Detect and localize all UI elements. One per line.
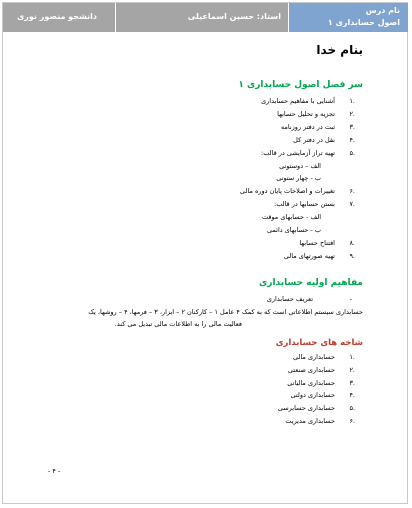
branch-item-number: ۵. <box>349 404 355 413</box>
branch-item-label: حسابداری مالیاتی <box>287 378 335 387</box>
syllabus-item-number: ۶. <box>349 187 355 196</box>
header-student-cell <box>3 3 115 32</box>
branch-item-number: ۳. <box>349 378 355 387</box>
syllabus-item-number: ۳. <box>349 122 355 131</box>
concepts-line-2: فعالیت مالی را به اطلاعات مالی تبدیل می کند. <box>114 320 242 328</box>
syllabus-item-sub-label: الف – دوستونی <box>279 161 321 170</box>
page-number: - ۴ - <box>48 467 61 475</box>
syllabus-item-label: تهیه تراز آزمایشی در قالب: <box>261 148 335 157</box>
branch-item-number: ۶. <box>349 417 355 425</box>
syllabus-item-label: نقل در دفتر کل <box>293 135 335 144</box>
page-title: بنام خدا <box>316 43 363 57</box>
syllabus-item-number: ۵. <box>349 148 355 157</box>
syllabus-item-number: ۷. <box>349 200 355 209</box>
syllabus-item-number: ۲. <box>349 109 355 118</box>
syllabus-item-number: ۹. <box>349 251 355 260</box>
branch-item-label: حسابداری مدیریت <box>285 417 335 425</box>
branches-heading: شاخه های حسابداری <box>275 338 363 348</box>
header-course-label: نام درس <box>365 6 400 15</box>
syllabus-item-sub-label: ب - حسابهای دائمی <box>266 226 321 234</box>
syllabus-item-sub-label: ب - چهار ستونی <box>276 174 321 183</box>
branch-item-label: حسابداری مالی <box>293 353 335 361</box>
syllabus-item-sub-label: الف - حسابهای موقت <box>261 213 321 222</box>
branch-item-number: ۲. <box>349 365 355 374</box>
header-teacher-cell <box>115 3 289 32</box>
syllabus-item-number: ۴. <box>349 135 355 144</box>
syllabus-item-label: تجزیه و تحلیل حسابها <box>277 109 335 118</box>
bullet-dash: - <box>349 295 352 303</box>
branch-item-number: ۱. <box>349 353 355 361</box>
header-course-name: اصول حسابداری ۱ <box>327 18 400 27</box>
branch-item-label: حسابداری دولتی <box>290 391 335 400</box>
syllabus-item-number: ۱. <box>349 97 355 105</box>
syllabus-item-label: افتتاح حسابها <box>299 238 335 247</box>
concepts-heading: مفاهیم اولیه حسابداری <box>259 278 363 288</box>
branch-item-number: ۴. <box>349 391 355 400</box>
header-course-cell <box>288 3 408 32</box>
syllabus-item-label: بستن حسابها در قالب: <box>274 200 335 209</box>
branch-item-label: حسابداری حسابرسی <box>277 404 335 413</box>
syllabus-item-label: تهیه صورتهای مالی <box>283 251 335 260</box>
header-student: دانشجو منصور نوری <box>16 12 97 21</box>
syllabus-item-number: ۸. <box>349 238 355 247</box>
branch-item-label: حسابداری صنعتی <box>287 365 335 374</box>
header-teacher: استاد: حسین اسماعیلی <box>187 12 281 21</box>
syllabus-heading: سر فصل اصول حسابداری ۱ <box>238 80 363 90</box>
syllabus-item-label: تغییرات و اصلاحات پایان دوره مالی <box>240 187 335 196</box>
concepts-line-1: حسابداری سیستم اطلاعاتی است که به کمک ۴ عامل ۱ – کارکنان ۲ – ابزار، ۳ – فرمها، ۴ – روشها، یک <box>88 308 363 316</box>
syllabus-item-label: آشنایی با مفاهیم حسابداری <box>261 97 335 105</box>
concepts-subheading: تعریف حسابداری <box>266 295 313 303</box>
document-page <box>2 2 408 504</box>
syllabus-item-label: ثبت در دفتر روزنامه <box>280 122 335 131</box>
